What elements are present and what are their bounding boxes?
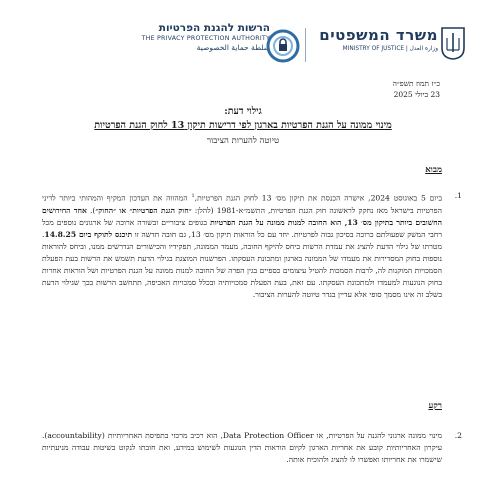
document-label: גילוי דעת: xyxy=(224,106,262,117)
ministry-name-subtitle: MINISTRY OF JUSTICE | وزارة العدل xyxy=(342,46,438,52)
section-heading-intro: מבוא xyxy=(425,165,442,175)
paragraph-1: 1. ביום 5 באוגוסט 2024, אישרה הכנסת את תיקון מס׳ 13 לחוק הגנת הפרטיות,$^1$ המהווה את העדכון המקיף והמהותי ביותר לדיני הפרטיות בישראל מאז נחקק לראשונה חוק הגנת הפרטיות, התשמ״א-1981 (להלן: ״חוק הגנת הפרטיות״ או ״החוק״). אחד החידושים החשובים ביותר בתיקון מס׳ 13, הוא החובה למנות ממונה על הגנת הפרטיות בגופים ציבוריים ובשורה ארוכה של ארגונים נוספים מכל רחבי המשק שפעולתם כרוכה בסיכון גבוה לפרטיות. יחד עם כל הוראות תיקון מס׳ 13, גם חובה חדשה זו תיכנס לתוקף ביום 14.8.25. מטרתו של גילוי הדעת להציג את עמדת הרשות ביחס להיקף החובה, מעמד הממונה, תפקידיו והכישורים הנדרשים ממנו, וביחס להוראות נוספות בחוק המסדירות את מעמדו של הממונה בארגון ומתכונת העסקתו. הפרשנות המוצגת בגילוי הדעת תשמש את הרשות בעת הפעלת הסמכויות המוקנות לה, לרבות הסמכות להטיל עיצומים כספיים בגין הפרה של החובה למנות ממונה על הגנת הפרטיות ושל הוראות אחרות בחוק הנוגעות למעמדו ולמתכונת העסקתו. עם זאת, בעת הפעלת סמכויותיה ובכלל סמכויות האכיפה, תתחשב הרשות בכך שגילוי הדעת בשלב זה אינו מסמך סופי אלא עדיין בגדר טיוטה להערות הציבור. xyxy=(42,191,462,299)
privacy-authority-logo-text xyxy=(120,22,270,52)
footnote-ref[interactable]: 1 xyxy=(191,193,195,199)
header-divider xyxy=(305,28,306,62)
paragraph-2: 2. מינוי ממונה ארגוני להגנה על הפרטיות, או Data Protection Officer, הוא רכיב מרכזי בתפיסת האחריותיות (accountability). עיקרון האחריותיות קובע את אחריות הארגון לקיום הוראות הדין הנוגעות לשימוש במידע, ואת חובתו לנקוט בשיטות עבודה מניעתיות שישמרו את אחריותו ואפשרו לו להציג ולהוכיח אותה. xyxy=(42,431,462,464)
paragraph-number: 2. xyxy=(454,431,462,440)
privacy-lock-icon xyxy=(265,28,301,64)
hebrew-date: כ״ז תמוז תשפ״ה xyxy=(392,79,440,88)
paragraph-number: 1. xyxy=(454,191,462,200)
state-emblem-icon xyxy=(440,26,466,60)
authority-name-hebrew: הרשות להגנת הפרטיות xyxy=(158,22,270,34)
authority-name-arabic: سلطة حماية الخصوصية xyxy=(196,43,270,52)
document-date xyxy=(0,78,440,100)
gregorian-date: 23 ביולי 2025 xyxy=(393,90,440,99)
ministry-logo-text xyxy=(318,26,438,52)
document-status: טיוטה להערות הציבור xyxy=(206,136,280,146)
authority-name-english: THE PRIVACY PROTECTION AUTHORITY xyxy=(141,35,270,42)
section-heading-background: רקע xyxy=(428,401,442,411)
letterhead xyxy=(0,14,486,70)
ministry-name-hebrew: משרד המשפטים xyxy=(319,26,438,44)
document-title: מינוי ממונה על הגנת הפרטיות בארגון לפי דרישות תיקון 13 לחוק הגנת הפרטיות xyxy=(94,120,392,131)
